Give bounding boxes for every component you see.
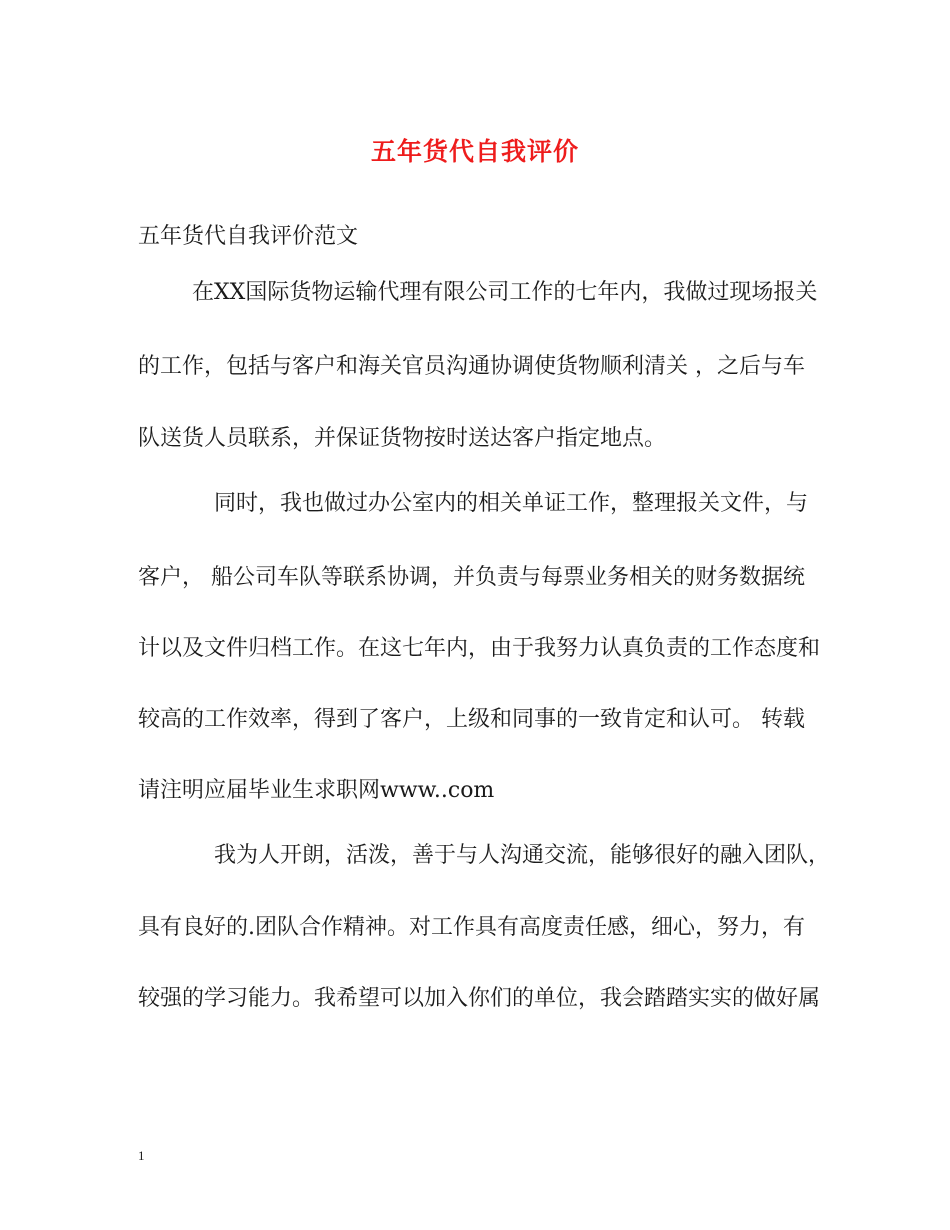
paragraph-line: 具有良好的.团队合作精神。对工作具有高度责任感，细心，努力，有 bbox=[138, 915, 805, 940]
paragraph-line: 在XX国际货物运输代理有限公司工作的七年内，我做过现场报关 bbox=[192, 280, 818, 305]
paragraph-line: 的工作，包括与客户和海关官员沟通协调使货物顺利清关 ，之后与车 bbox=[138, 354, 805, 379]
paragraph-line: 计以及文件归档工作。在这七年内，由于我努力认真负责的工作态度和 bbox=[138, 636, 821, 661]
page-number: 1 bbox=[138, 1148, 145, 1163]
document-title: 五年货代自我评价 bbox=[370, 137, 579, 166]
paragraph-line: 客户， 船公司车队等联系协调，并负责与每票业务相关的财务数据统 bbox=[138, 565, 805, 590]
document-subtitle: 五年货代自我评价范文 bbox=[138, 224, 359, 249]
paragraph-line: 较强的学习能力。我希望可以加入你们的单位，我会踏踏实实的做好属 bbox=[138, 986, 821, 1011]
paragraph-line: 同时，我也做过办公室内的相关单证工作，整理报关文件，与 bbox=[214, 491, 809, 516]
paragraph-line: 较高的工作效率，得到了客户，上级和同事的一致肯定和认可。 转载 bbox=[138, 707, 805, 732]
paragraph-line: 我为人开朗，活泼，善于与人沟通交流，能够很好的融入团队， bbox=[214, 843, 831, 868]
paragraph-line: 请注明应届毕业生求职网www..com bbox=[138, 778, 495, 803]
paragraph-line: 队送货人员联系，并保证货物按时送达客户指定地点。 bbox=[138, 426, 667, 451]
